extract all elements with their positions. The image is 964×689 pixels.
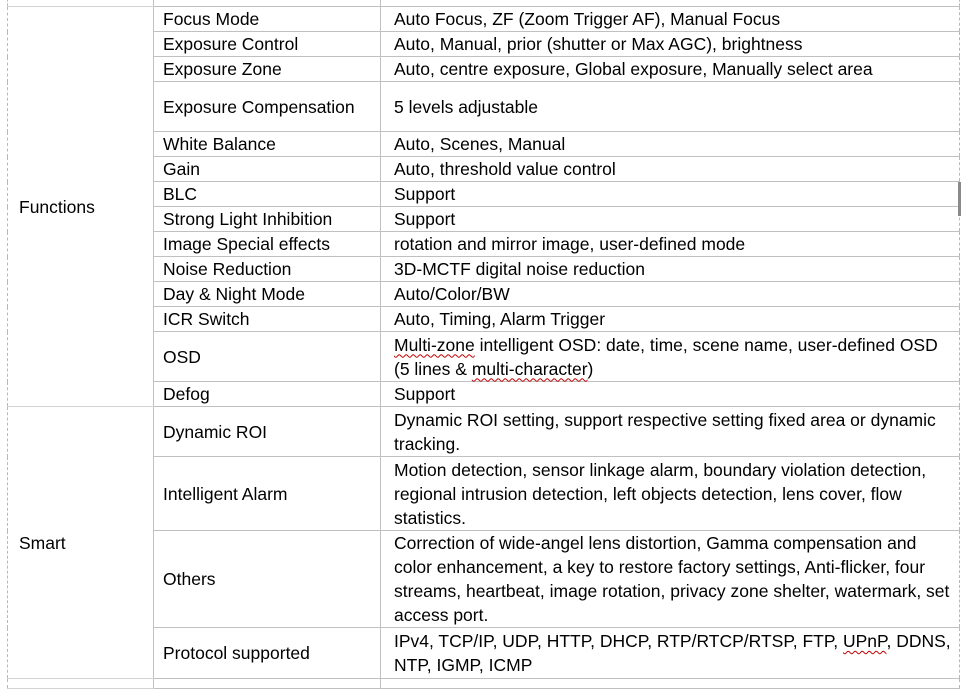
category-functions: Functions bbox=[8, 7, 154, 407]
feature-cell: Day & Night Mode bbox=[154, 282, 381, 307]
value-text: , DDNS, NTP, IGMP, ICMP bbox=[394, 631, 951, 675]
table-row-bottom-cut bbox=[8, 679, 960, 689]
value-cell: rotation and mirror image, user-defined mode bbox=[381, 232, 960, 257]
value-cell: Dynamic ROI setting, support respective setting fixed area or dynamic tracking. bbox=[381, 407, 960, 457]
value-cell: Auto, centre exposure, Global exposure, Manually select area bbox=[381, 57, 960, 82]
spellcheck-flagged-word: UPnP bbox=[843, 631, 887, 651]
value-text: IPv4, TCP/IP, UDP, HTTP, DHCP, RTP/RTCP/RTSP, FTP, bbox=[394, 631, 843, 651]
feature-cell: Image Special effects bbox=[154, 232, 381, 257]
feature-cell: ICR Switch bbox=[154, 307, 381, 332]
feature-cell: Exposure Compensation bbox=[154, 82, 381, 132]
spellcheck-flagged-word: multi-character bbox=[471, 358, 588, 379]
feature-cell: Dynamic ROI bbox=[154, 407, 381, 457]
value-cell: Support bbox=[381, 382, 960, 407]
feature-cell: White Balance bbox=[154, 132, 381, 157]
feature-cell: BLC bbox=[154, 182, 381, 207]
value-cell: 5 levels adjustable bbox=[381, 82, 960, 132]
value-cell bbox=[381, 332, 960, 382]
feature-cell: Exposure Zone bbox=[154, 57, 381, 82]
value-text: ) bbox=[587, 358, 594, 379]
feature-cell: Exposure Control bbox=[154, 32, 381, 57]
value-cell: Auto, Scenes, Manual bbox=[381, 132, 960, 157]
value-text: intelligent OSD: date, time, scene name, user-defined OSD (5 lines & bbox=[394, 334, 938, 379]
feature-cell: Focus Mode bbox=[154, 7, 381, 32]
category-smart: Smart bbox=[8, 407, 154, 679]
value-cell: Correction of wide-angel lens distortion, Gamma compensation and color enhancement, a key to restore factory settings, Anti-flicker, four streams, heartbeat, image rotation, privacy zone shelter, watermark, set access port. bbox=[381, 531, 960, 628]
value-cell: Auto Focus, ZF (Zoom Trigger AF), Manual Focus bbox=[381, 7, 960, 32]
value-cell: Support bbox=[381, 182, 960, 207]
feature-cell: Others bbox=[154, 531, 381, 628]
value-cell: Auto, threshold value control bbox=[381, 157, 960, 182]
value-cell: 3D-MCTF digital noise reduction bbox=[381, 257, 960, 282]
feature-cell: Gain bbox=[154, 157, 381, 182]
feature-cell: OSD bbox=[154, 332, 381, 382]
feature-cell: Protocol supported bbox=[154, 628, 381, 679]
scrollbar-thumb[interactable] bbox=[958, 182, 961, 216]
feature-cell: Noise Reduction bbox=[154, 257, 381, 282]
feature-cell: Defog bbox=[154, 382, 381, 407]
table-row bbox=[8, 407, 960, 457]
value-cell: Support bbox=[381, 207, 960, 232]
value-cell: Auto, Timing, Alarm Trigger bbox=[381, 307, 960, 332]
feature-cell: Intelligent Alarm bbox=[154, 457, 381, 531]
spec-table bbox=[7, 0, 960, 689]
value-cell: Auto, Manual, prior (shutter or Max AGC), brightness bbox=[381, 32, 960, 57]
spellcheck-flagged-word: Multi-zone bbox=[394, 334, 475, 355]
value-cell: Motion detection, sensor linkage alarm, boundary violation detection, regional intrusion detection, left objects detection, lens cover, flow statistics. bbox=[381, 457, 960, 531]
table-row bbox=[8, 7, 960, 32]
value-cell bbox=[381, 628, 960, 679]
value-cell: Auto/Color/BW bbox=[381, 282, 960, 307]
feature-cell: Strong Light Inhibition bbox=[154, 207, 381, 232]
